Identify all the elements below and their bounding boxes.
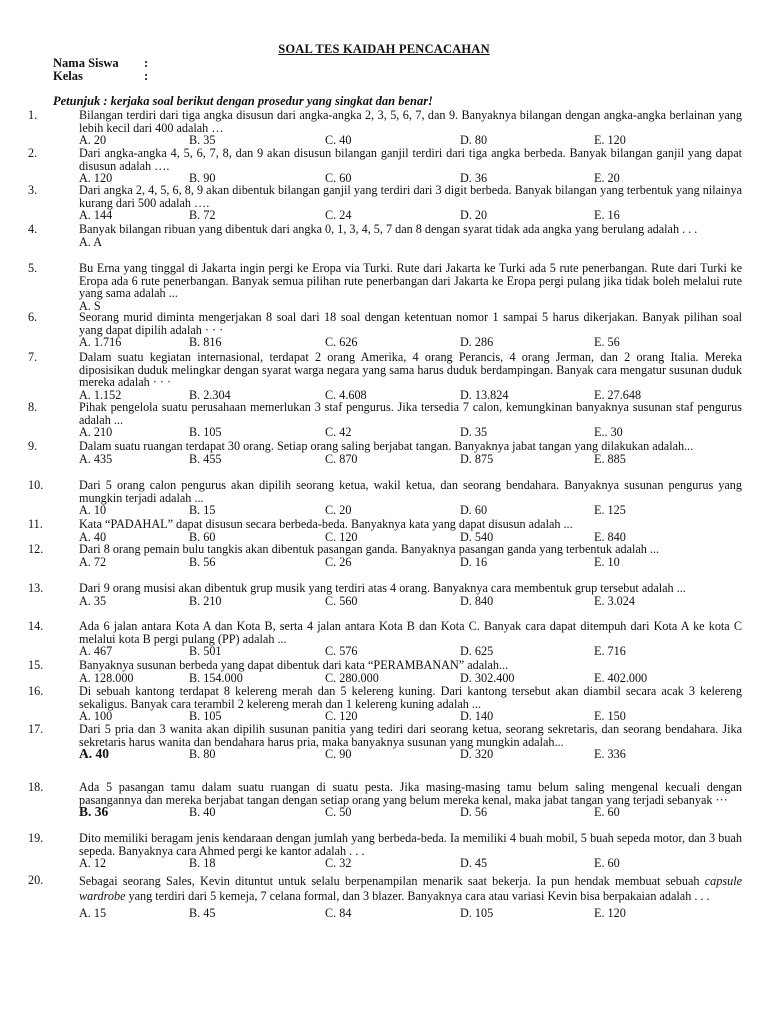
answer-option: C. 120	[325, 709, 358, 724]
question-text: Dari 9 orang musisi akan dibentuk grup musik yang terdiri atas 4 orang. Banyaknya cara membentuk grup tersebut adalah ...	[79, 581, 686, 595]
answer-option: E. 120	[594, 906, 626, 920]
question-number: 7.	[28, 350, 38, 364]
question-number: 20.	[28, 873, 44, 887]
answer-option: D. 140	[460, 709, 494, 724]
answer-option: E. 150	[594, 709, 626, 724]
question-text: Dari angka 2, 4, 5, 6, 8, 9 akan dibentuk bilangan ganjil yang terdiri dari 3 digit berbeda. Banyak bilangan yang terbentuk yang nilainya kurang dari 500 adalah ….	[79, 183, 742, 210]
field-colon: :	[144, 69, 149, 83]
answer-option: C. 4.608	[325, 387, 367, 402]
answer-option: A. 15	[79, 906, 107, 920]
question-item	[0, 874, 768, 920]
question-text: Dari 5 pria dan 3 wanita akan dipilih susunan panitia yang tediri dari seorang ketua, seorang sekretaris, dan seorang bendahara. Jika sekretaris harus wanita dan bendahara harus pria, maka banyaknya susunan yang mungkin adalah...	[79, 722, 742, 749]
answer-options	[0, 209, 768, 222]
answer-option: A. 120	[79, 171, 113, 186]
answer-option: A. 144	[79, 208, 113, 223]
answer-option: B. 154.000	[189, 670, 243, 685]
answer-option: D. 36	[460, 171, 488, 186]
answer-option: C. 32	[325, 856, 352, 871]
answer-option: C. 42	[325, 425, 352, 440]
question-text: Banyaknya susunan berbeda yang dapat dibentuk dari kata “PERAMBANAN” adalah...	[79, 658, 509, 672]
answer-option: D. 105	[460, 906, 494, 920]
answer-option: B. 105	[189, 425, 222, 440]
answer-option: D. 35	[460, 425, 488, 440]
question-number: 14.	[28, 619, 44, 633]
answer-option: D. 20	[460, 208, 488, 223]
instruction: Petunjuk : kerjaka soal berikut dengan prosedur yang singkat dan benar!	[53, 94, 433, 108]
question-number: 18.	[28, 780, 44, 794]
answer-option: E. 56	[594, 335, 620, 350]
answer-option: C. 26	[325, 554, 352, 569]
question-text: Di sebuah kantong terdapat 8 kelereng merah dan 5 kelereng kuning. Dari kantong tersebut akan diambil secara acak 3 kelereng sekaligus. Banyak cara terambil 2 kelereng merah dan 1 kelereng kuning adalah ...	[79, 684, 742, 711]
answer-option: B. 15	[189, 503, 216, 518]
question-number: 2.	[28, 146, 38, 160]
answer-option: D. 13.824	[460, 387, 509, 402]
answer-option: B. 80	[189, 747, 216, 762]
answer-option: A. 210	[79, 425, 113, 440]
answer-option: D. 840	[460, 593, 494, 608]
answer-option: D. 16	[460, 554, 488, 569]
answer-option: B. 816	[189, 335, 222, 350]
answer-option: B. 105	[189, 709, 222, 724]
answer-options	[0, 504, 768, 517]
question-number: 5.	[28, 261, 38, 275]
question-text: Ada 5 pasangan tamu dalam suatu ruangan di suatu pesta. Jika masing-masing tamu belum saling mengenal kecuali dengan pasangannya dan mereka berjabat tangan dengan setiap orang yang belum mereka kenal, maka jabat tangan yang terjadi sebanyak ···	[79, 780, 742, 807]
answer-option: B. 210	[189, 593, 222, 608]
question-item	[0, 832, 768, 870]
answer-options	[0, 236, 768, 249]
answer-option: C. 626	[325, 335, 358, 350]
answer-options	[0, 857, 768, 870]
answer-option: E. 336	[594, 747, 626, 762]
answer-option: B. 56	[189, 554, 216, 569]
answer-option: E. 120	[594, 133, 626, 148]
question-text: Dalam suatu kegiatan internasional, terdapat 2 orang Amerika, 4 orang Perancis, 4 orang Jerman, dan 2 orang Italia. Mereka diposisikan duduk melingkar dengan syarat warga negara yang sama harus duduk berdampingan. Banyak cara mengatur susunan duduk mereka adalah · · ·	[79, 350, 742, 390]
question-item	[0, 518, 768, 543]
question-item	[0, 620, 768, 658]
question-text: Banyak bilangan ribuan yang dibentuk dari angka 0, 1, 3, 4, 5, 7 dan 8 dengan syarat tidak ada angka yang berulang adalah . . .	[79, 222, 698, 236]
answer-option: C. 870	[325, 451, 358, 466]
answer-option: C. 84	[325, 906, 352, 920]
answer-options	[0, 336, 768, 349]
answer-option: C. 280.000	[325, 670, 379, 685]
answer-option: A. 467	[79, 644, 113, 659]
question-text: Dari 5 orang calon pengurus akan dipilih seorang ketua, wakil ketua, dan seorang bendahara. Banyaknya susunan pengurus yang mungkin terjadi adalah ...	[79, 478, 742, 505]
answer-option: B. 2.304	[189, 387, 231, 402]
field-kelas	[53, 69, 149, 84]
answer-option: D. 320	[460, 747, 494, 762]
answer-option: C. 560	[325, 593, 358, 608]
answer-option: B. 501	[189, 644, 222, 659]
question-text: Ada 6 jalan antara Kota A dan Kota B, serta 4 jalan antara Kota B dan Kota C. Banyak cara dapat ditempuh dari Kota A ke kota C melalui kota B pergi pulang (PP) adalah ...	[79, 619, 742, 646]
question-number: 12.	[28, 542, 44, 556]
answer-option: A. 1.152	[79, 387, 122, 402]
question-number: 4.	[28, 222, 38, 236]
question-item	[0, 543, 768, 568]
question-item	[0, 109, 768, 147]
question-item	[0, 351, 768, 401]
answer-option: A. A	[79, 234, 103, 249]
answer-options	[0, 556, 768, 569]
question-item	[0, 311, 768, 349]
question-number: 10.	[28, 478, 44, 492]
answer-options	[0, 806, 768, 819]
answer-option: C. 60	[325, 171, 352, 186]
answer-options	[0, 595, 768, 608]
answer-option: E. 10	[594, 554, 620, 569]
answer-option: E. 3.024	[594, 593, 635, 608]
field-label: Nama Siswa	[53, 56, 119, 70]
answer-option: C. 50	[325, 805, 352, 820]
question-number: 13.	[28, 581, 44, 595]
question-item	[0, 401, 768, 439]
question-item	[0, 723, 768, 761]
answer-option: D. 625	[460, 644, 494, 659]
answer-option: A. 40	[79, 746, 109, 762]
answer-option: D. 302.400	[460, 670, 515, 685]
answer-option: B. 36	[79, 804, 109, 820]
question-number: 19.	[28, 831, 44, 845]
answer-options	[0, 426, 768, 439]
answer-option: D. 56	[460, 805, 488, 820]
question-number: 11.	[28, 517, 43, 531]
answer-option: D. 45	[460, 856, 488, 871]
question-item	[0, 685, 768, 723]
answer-option: D. 540	[460, 529, 494, 544]
answer-option: A. S	[79, 298, 101, 313]
answer-option: B. 18	[189, 856, 216, 871]
answer-option: C. 90	[325, 747, 352, 762]
answer-options	[0, 748, 768, 761]
answer-option: D. 286	[460, 335, 494, 350]
question-text: Bilangan terdiri dari tiga angka disusun dari angka-angka 2, 3, 5, 6, 7, dan 9. Banyaknya bilangan dengan angka-angka berlainan yang lebih kecil dari 400 adalah …	[79, 108, 742, 135]
answer-options	[0, 710, 768, 723]
answer-option: D. 875	[460, 451, 494, 466]
question-text: Bu Erna yang tinggal di Jakarta ingin pergi ke Eropa via Turki. Rute dari Jakarta ke Turki ada 5 rute penerbangan. Rute dari Turki ke Eropa ada 6 rute penerbangan. Banyak semua pilihan rute penerbangan dari Jakarta ke Eropa pergi pulang jika tidak boleh melalui rute yang sama adalah ...	[79, 261, 742, 301]
answer-option: B. 35	[189, 133, 216, 148]
answer-option: A. 10	[79, 503, 107, 518]
question-text: Dari 8 orang pemain bulu tangkis akan dibentuk pasangan ganda. Banyaknya pasangan ganda yang terbentuk adalah ...	[79, 542, 660, 556]
answer-option: E.. 30	[594, 425, 623, 440]
question-item	[0, 659, 768, 684]
question-text: Dito memiliki beragam jenis kendaraan dengan jumlah yang berbeda-beda. Ia memiliki 4 buah mobil, 5 buah sepeda motor, dan 3 buah sepeda. Banyaknya cara Ahmed pergi ke kantor adalah . . .	[79, 831, 742, 858]
answer-option: E. 20	[594, 171, 620, 186]
answer-option: A. 1.716	[79, 335, 122, 350]
answer-option: E. 60	[594, 856, 620, 871]
question-number: 3.	[28, 183, 38, 197]
question-text: Pihak pengelola suatu perusahaan memerlukan 3 staf pengurus. Jika tersedia 7 calon, kemungkinan banyaknya susunan staf pengurus adalah ...	[79, 400, 742, 427]
answer-option: E. 125	[594, 503, 626, 518]
question-text: Sebagai seorang Sales, Kevin dituntut untuk selalu berpenampilan menarik saat bekerja. Ia pun hendak membuat sebuah capsule wardrobe yang terdiri dari 5 kemeja, 7 celana formal, dan 3 blazer. Banyaknya cara atau variasi Kevin bisa berpakaian adalah . . .	[79, 874, 742, 903]
answer-option: E. 885	[594, 451, 626, 466]
answer-options	[0, 672, 768, 685]
answer-option: C. 576	[325, 644, 358, 659]
answer-option: D. 60	[460, 503, 488, 518]
answer-option: A. 128.000	[79, 670, 134, 685]
answer-option: D. 80	[460, 133, 488, 148]
answer-option: A. 100	[79, 709, 113, 724]
answer-option: A. 20	[79, 133, 107, 148]
question-item	[0, 440, 768, 465]
answer-options	[0, 907, 768, 920]
answer-option: B. 60	[189, 529, 216, 544]
answer-option: C. 20	[325, 503, 352, 518]
answer-option: C. 40	[325, 133, 352, 148]
question-number: 6.	[28, 310, 38, 324]
question-text: Dari angka-angka 4, 5, 6, 7, 8, dan 9 akan disusun bilangan ganjil terdiri dari tiga angka berbeda. Banyak bilangan ganjil yang dapat disusun adalah ….	[79, 146, 742, 173]
question-number: 8.	[28, 400, 38, 414]
question-number: 15.	[28, 658, 44, 672]
answer-option: E. 16	[594, 208, 620, 223]
page-title: SOAL TES KAIDAH PENCACAHAN	[278, 42, 490, 56]
question-item	[0, 147, 768, 185]
question-number: 9.	[28, 439, 38, 453]
question-number: 1.	[28, 108, 38, 122]
question-text: Kata “PADAHAL” dapat disusun secara berbeda-beda. Banyaknya kata yang dapat disusun adalah ...	[79, 517, 573, 531]
question-text: Dalam suatu ruangan terdapat 30 orang. Setiap orang saling berjabat tangan. Banyaknya jabat tangan yang dilakukan adalah...	[79, 439, 694, 453]
answer-option: A. 12	[79, 856, 107, 871]
answer-option: E. 27.648	[594, 387, 642, 402]
answer-option: C. 120	[325, 529, 358, 544]
field-colon: :	[144, 56, 149, 70]
answer-option: A. 35	[79, 593, 107, 608]
answer-option: B. 45	[189, 906, 216, 920]
question-text: Seorang murid diminta mengerjakan 8 soal dari 18 soal dengan ketentuan nomor 1 sampai 5 harus dikerjakan. Banyak pilihan soal yang dapat dipilih adalah · · ·	[79, 310, 742, 337]
question-item	[0, 223, 768, 248]
answer-option: B. 90	[189, 171, 216, 186]
question-item	[0, 781, 768, 819]
question-number: 17.	[28, 722, 44, 736]
field-label: Kelas	[53, 69, 83, 83]
answer-options	[0, 645, 768, 658]
answer-option: A. 40	[79, 529, 107, 544]
answer-option: A. 435	[79, 451, 113, 466]
answer-options	[0, 453, 768, 466]
answer-option: B. 455	[189, 451, 222, 466]
answer-option: E. 60	[594, 805, 620, 820]
question-item	[0, 184, 768, 222]
answer-option: B. 40	[189, 805, 216, 820]
answer-option: C. 24	[325, 208, 352, 223]
answer-option: E. 716	[594, 644, 626, 659]
answer-option: E. 840	[594, 529, 626, 544]
answer-option: A. 72	[79, 554, 107, 569]
question-number: 16.	[28, 684, 44, 698]
answer-option: E. 402.000	[594, 670, 648, 685]
answer-options	[0, 134, 768, 147]
question-item	[0, 479, 768, 517]
answer-option: B. 72	[189, 208, 216, 223]
question-item	[0, 262, 768, 312]
question-item	[0, 582, 768, 607]
